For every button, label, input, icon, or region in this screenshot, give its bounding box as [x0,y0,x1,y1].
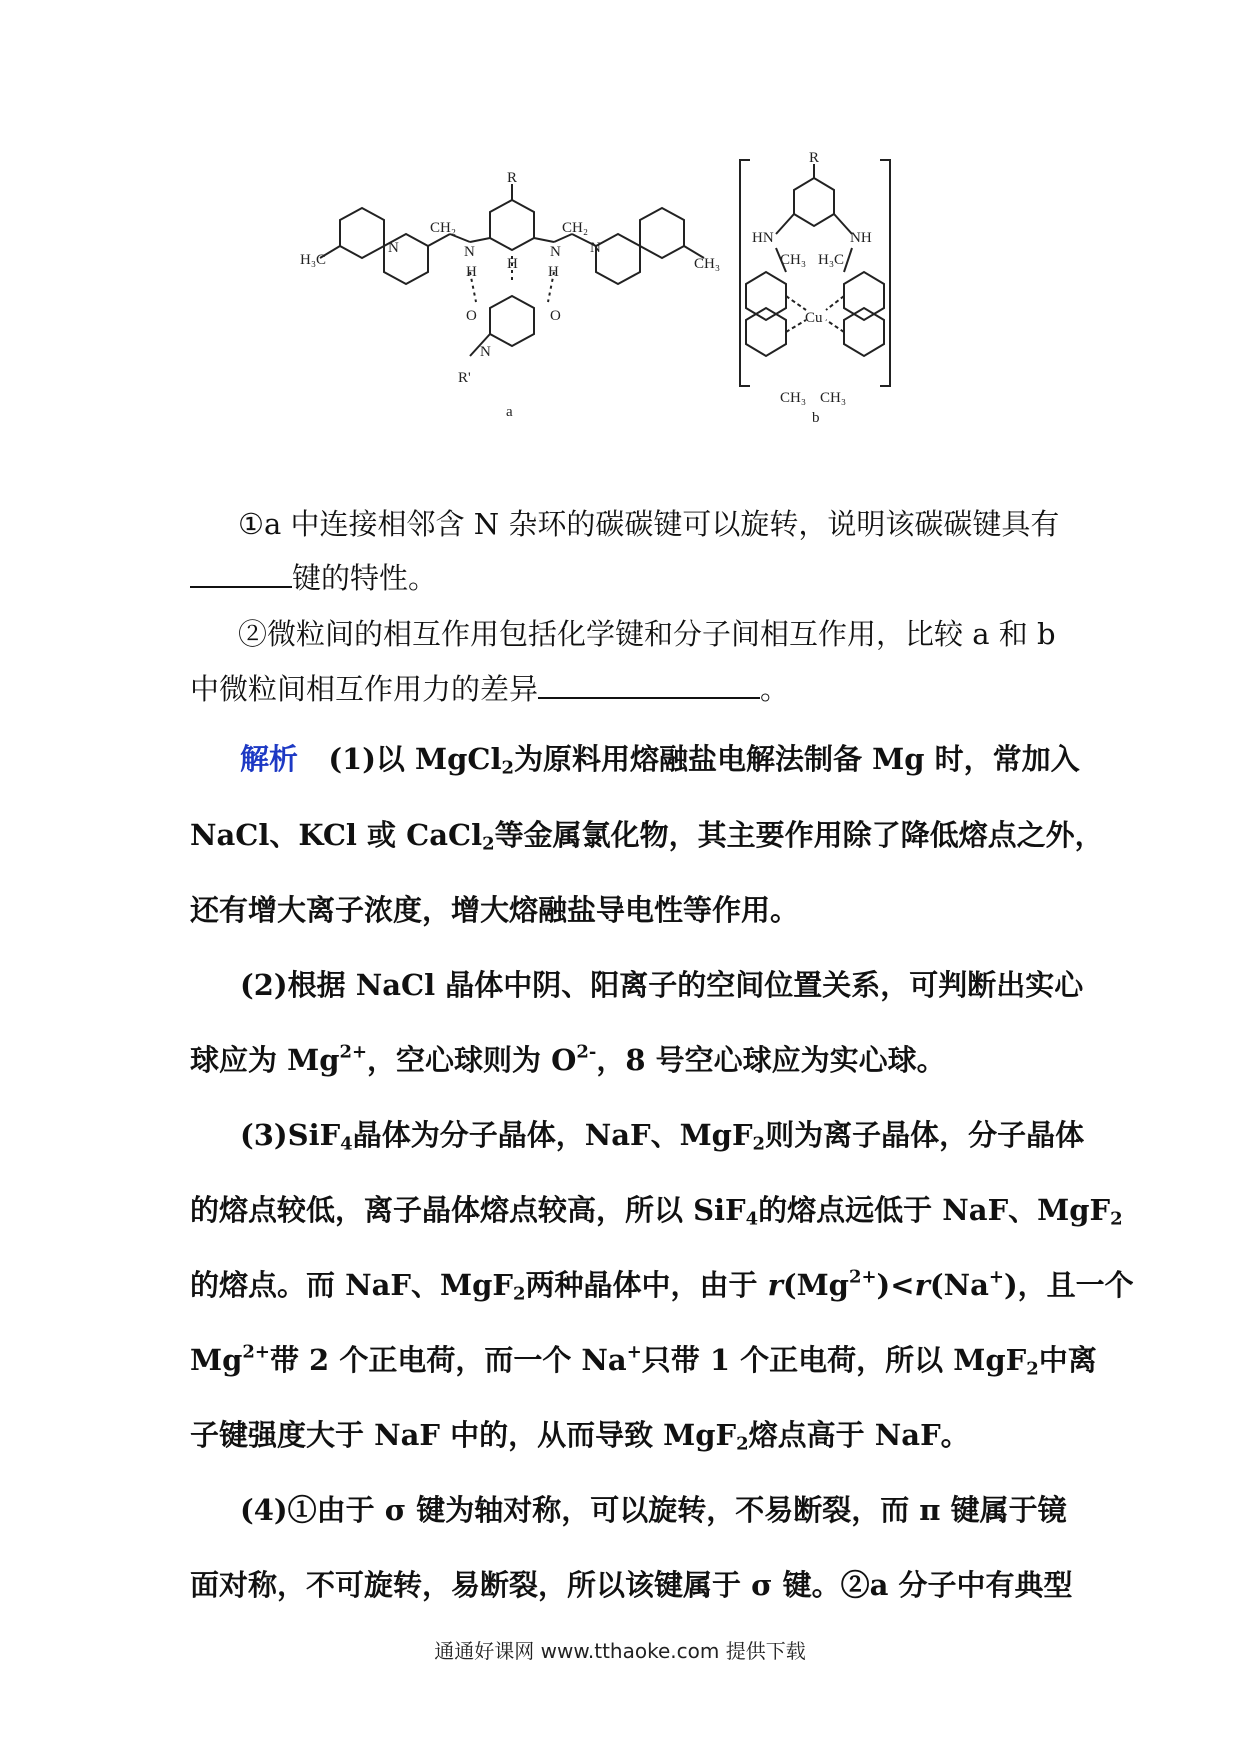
pyridine-ring-left-outer [340,208,384,258]
svg-text:H₃C: H₃C [818,252,845,268]
svg-text:N: N [480,344,491,360]
svg-text:N: N [388,240,399,256]
caption-b: b [812,410,820,426]
caption-a: a [506,404,513,420]
analysis-p4-l1: (4)①由于 σ 键为轴对称，可以旋转，不易断裂，而 π 键属于镜 [240,1493,1067,1527]
question-1-line2: 键的特性。 [190,556,1070,597]
svg-text:N: N [464,244,475,260]
answer-blank-2[interactable] [538,671,760,699]
analysis-p2-l2: 球应为 $Mg^{2+}$，空心球则为 $O^{2-}$，8 号空心球应为实心球。 [190,1041,946,1077]
analysis-p3-l3: 的熔点。而 NaF、MgF$_2$两种晶体中，由于 $r(Mg^{2+})<r(Na^+)$，且一个 [190,1266,1134,1305]
svg-text:N: N [590,240,601,256]
svg-text:CH₃: CH₃ [780,252,807,268]
svg-text:Cu: Cu [805,310,823,326]
svg-text:N: N [550,244,561,260]
svg-text:R: R [507,170,518,186]
analysis-label: 解析 [240,742,299,776]
question-1: ①a 中连接相邻含 N 杂环的碳碳键可以旋转，说明该碳碳键具有 [238,507,1060,541]
label-h3c: H₃C [300,252,327,268]
svg-text:CH₂: CH₂ [430,220,457,236]
triazine-ring [490,200,534,250]
analysis-p3-l4: $Mg^{2+}$带 2 个正电荷，而一个 Na+只带 1 个正电荷，所以 MgF$_2$中离 [190,1341,1097,1380]
analysis-p3-l2: 的熔点较低，离子晶体熔点较高，所以 SiF$_4$的熔点远低于 NaF、MgF$_2$ [190,1193,1123,1230]
analysis-p1-l2: NaCl、KCl 或 CaCl$_2$等金属氯化物，其主要作用除了降低熔点之外， [190,818,1104,855]
svg-text:H: H [507,256,518,272]
pyridine-ring-right-inner [596,234,640,284]
question-2-line2: 中微粒间相互作用力的差异 。 [190,672,790,706]
analysis-p4-l2: 面对称，不可旋转，易断裂，所以该键属于 σ 键。②a 分子中有典型 [190,1568,1073,1602]
analysis-p2-l1: (2)根据 NaCl 晶体中阴、阳离子的空间位置关系，可判断出实心 [240,968,1084,1002]
svg-text:HN: HN [752,230,774,246]
svg-text:R': R' [458,370,471,386]
triazine-ring-b [794,178,834,226]
svg-text:CH₃: CH₃ [820,390,847,406]
svg-text:NH: NH [850,230,872,246]
svg-text:H: H [548,264,559,280]
svg-text:CH₂: CH₂ [562,220,589,236]
svg-text:CH₃: CH₃ [694,256,721,272]
page-footer: 通通好课网 www.tthaoke.com 提供下载 [434,1639,806,1663]
structure-drawing [300,150,1020,480]
analysis-p3-l5: 子键强度大于 NaF 中的，从而导致 MgF$_2$熔点高于 NaF。 [190,1418,970,1455]
svg-text:O: O [466,308,477,324]
svg-text:H: H [466,264,477,280]
analysis-p1-l3: 还有增大离子浓度，增大熔融盐导电性等作用。 [190,893,800,927]
uracil-ring [490,296,534,346]
svg-text:CH₃: CH₃ [780,390,807,406]
svg-text:R: R [809,150,820,166]
analysis-p1-l1: 解析 (1)以 MgCl$_2$为原料用熔融盐电解法制备 Mg 时，常加入 [240,742,1080,779]
analysis-p3-l1: (3)SiF$_4$晶体为分子晶体，NaF、MgF$_2$则为离子晶体，分子晶体 [240,1118,1085,1155]
chemical-structure-figure [300,150,1020,480]
svg-text:O: O [550,308,561,324]
answer-blank-1[interactable] [190,560,292,588]
question-2: ②微粒间的相互作用包括化学键和分子间相互作用，比较 a 和 b [238,617,1056,651]
pyridine-ring-right-outer [640,208,684,258]
